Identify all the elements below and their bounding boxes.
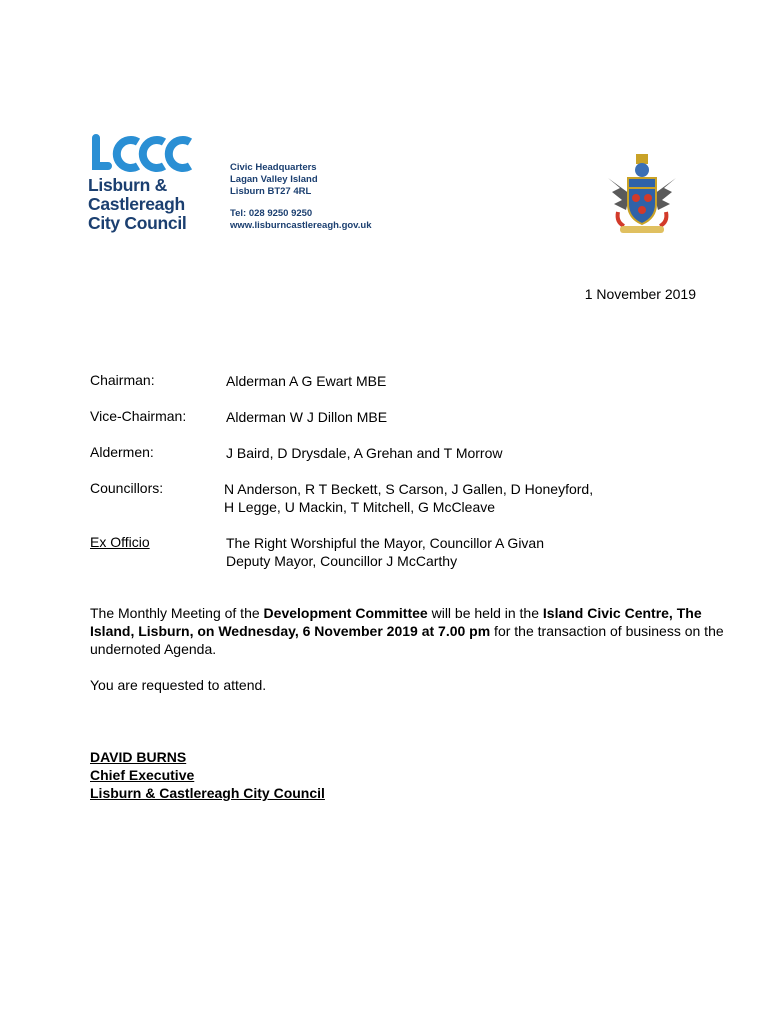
signature-block [90,748,325,802]
notice-text: The Monthly Meeting of the [90,605,264,621]
notice-text: for the transaction of business on the undernoted Agenda. [90,623,724,657]
committee-name: Development Committee [263,605,428,621]
letter-date: 1 November 2019 [584,286,696,302]
logo-line: City Council [88,213,187,233]
member-value-line: The Right Worshipful the Mayor, Councillor A Givan [226,535,545,551]
address-line: Civic Headquarters [230,162,317,173]
member-label: Vice-Chairman: [90,408,187,424]
member-value: J Baird, D Drysdale, A Grehan and T Morrow [226,445,503,461]
council-logo [88,134,208,233]
member-label: Councillors: [90,480,164,496]
member-value [224,480,593,516]
member-value-line: N Anderson, R T Beckett, S Carson, J Gallen, D Honeyford, [224,481,594,497]
attend-request: You are requested to attend. [90,677,267,693]
logo-wordmark [88,176,208,233]
member-value: Alderman A G Ewart MBE [226,373,387,389]
website-link: www.lisburncastlereagh.gov.uk [230,220,372,231]
member-label: Chairman: [90,372,155,388]
member-value-line: H Legge, U Mackin, T Mitchell, G McCleave [224,499,496,515]
meeting-notice [90,604,730,658]
address-block [230,162,371,232]
meeting-venue-time: Island Civic Centre, The Island, Lisburn, on Wednesday, 6 November 2019 at 7.00 pm [90,605,702,639]
logo-line: Lisburn & [88,175,167,195]
signatory-organisation: Lisburn & Castlereagh City Council [90,785,325,801]
notice-text: will be held in the [427,605,543,621]
address-line: Lisburn BT27 4RL [230,186,312,197]
lccc-logo-icon [88,134,196,174]
signatory-name: DAVID BURNS [90,749,187,765]
member-value [226,534,544,570]
member-label: Ex Officio [90,534,150,550]
member-label: Aldermen: [90,444,154,460]
signatory-title: Chief Executive [90,767,195,783]
address-line: Lagan Valley Island [230,174,318,185]
phone-number: Tel: 028 9250 9250 [230,208,313,219]
member-value: Alderman W J Dillon MBE [226,409,388,425]
coat-of-arms-icon [602,148,682,238]
logo-line: Castlereagh [88,194,185,214]
member-value-line: Deputy Mayor, Councillor J McCarthy [226,553,458,569]
